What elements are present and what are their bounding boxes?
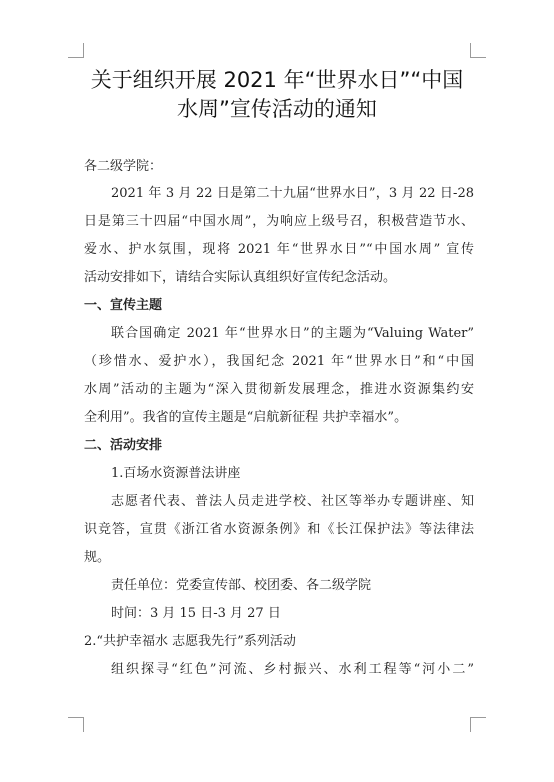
- intro-line-1: 2021 年 3 月 22 日是第二十九届“世界水日”，3 月 22 日-28: [111, 186, 474, 201]
- item-2-title: 2.“共护幸福水 志愿我先行”系列活动: [84, 634, 296, 649]
- intro-line-4: 活动安排如下，请结合实际认真组织好宣传纪念活动。: [84, 270, 397, 285]
- item-1-responsible: 责任单位：党委宣传部、校团委、各二级学院: [111, 578, 372, 593]
- section-1-line-3: 水周”活动的主题为“深入贯彻新发展理念，推进水资源集约安: [84, 382, 474, 397]
- item-1-time: 时间：3 月 15 日-3 月 27 日: [111, 606, 281, 621]
- section-1-line-2: （珍惜水、爱护水），我国纪念 2021 年“世界水日”和“中国: [84, 354, 474, 369]
- crop-mark-top-right: [470, 43, 486, 58]
- item-1-line-3: 规。: [84, 550, 111, 565]
- salutation: 各二级学院：: [84, 159, 163, 174]
- crop-mark-bottom-right: [470, 717, 486, 732]
- document-title-line-1: 关于组织开展 2021 年“世界水日”“中国: [90, 68, 464, 92]
- item-1-title: 1.百场水资源普法讲座: [111, 466, 241, 481]
- document-title-line-2: 水周”宣传活动的通知: [177, 97, 377, 121]
- section-1-heading: 一、宣传主题: [84, 298, 163, 313]
- section-2-heading: 二、活动安排: [84, 438, 163, 453]
- item-1-line-2: 识竞答，宣贯《浙江省水资源条例》和《长江保护法》等法律法: [84, 522, 474, 537]
- crop-mark-bottom-left: [68, 717, 84, 732]
- section-1-line-4: 全利用”。我省的宣传主题是“启航新征程 共护幸福水”。: [84, 410, 408, 425]
- section-1-line-1: 联合国确定 2021 年“世界水日”的主题为“Valuing Water”: [111, 326, 474, 341]
- intro-line-3: 爱水、护水氛围，现将 2021 年“世界水日”“中国水周” 宣传: [84, 242, 474, 257]
- item-2-line-1: 组织探寻“红色”河流、乡村振兴、水利工程等“河小二”: [111, 662, 474, 677]
- intro-line-2: 日是第三十四届“中国水周”，为响应上级号召，积极营造节水、: [84, 214, 474, 229]
- crop-mark-top-left: [68, 43, 84, 58]
- item-1-line-1: 志愿者代表、普法人员走进学校、社区等举办专题讲座、知: [111, 494, 474, 509]
